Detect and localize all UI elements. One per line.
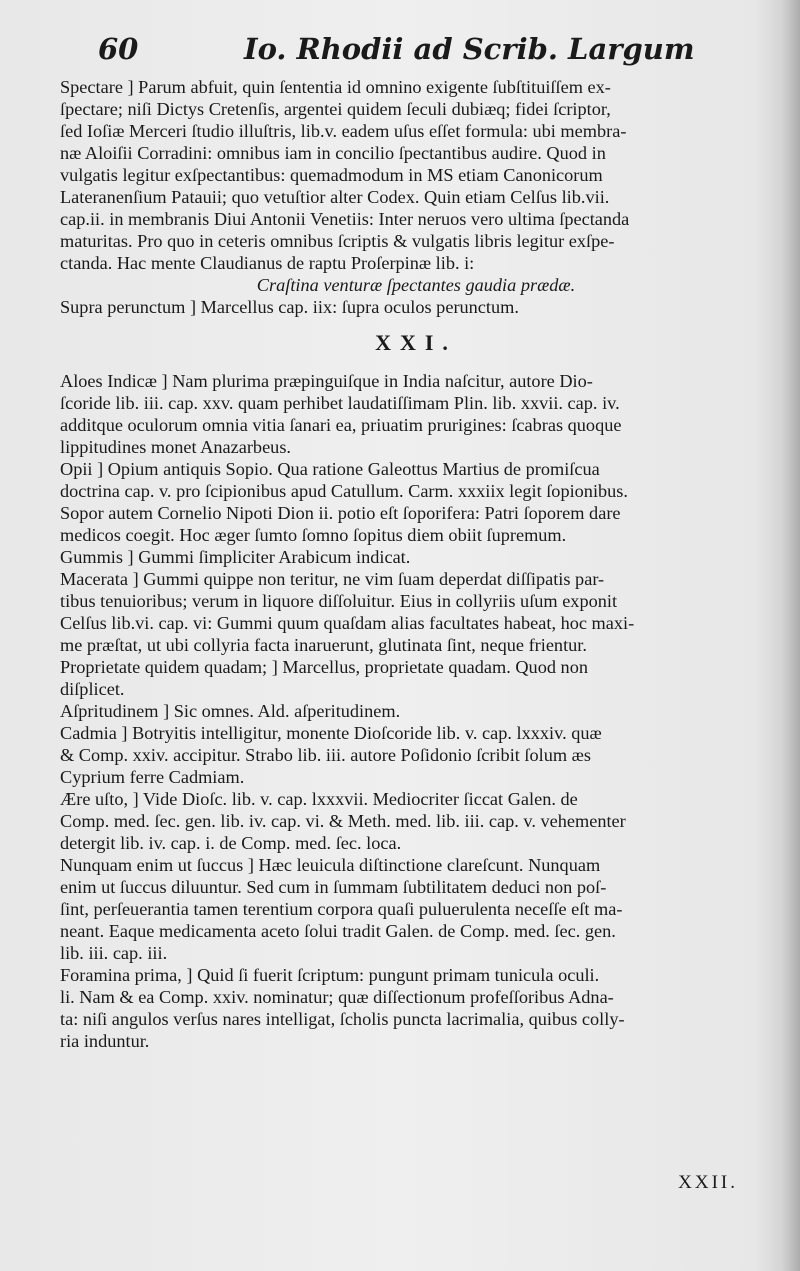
text-line: ſint, perſeuerantia tamen terentium corpora quaſi puluerulenta neceſſe eſt ma-	[60, 899, 623, 919]
text-line: næ Aloiſii Corradini: omnibus iam in concilio ſpectantibus audire. Quod in	[60, 143, 606, 163]
verse-quotation: Craſtina venturæ ſpectantes gaudia prædæ.	[256, 275, 576, 295]
section-body	[60, 370, 772, 1052]
page-body	[60, 76, 772, 1052]
paragraph-spectare	[60, 76, 772, 274]
text-line: additque oculorum omnia vitia ſanari ea, priuatim prurigines: ſcabras quoque	[60, 415, 622, 435]
text-line: Cyprium ferre Cadmiam.	[60, 767, 245, 787]
text-line: vulgatis legitur exſpectantibus: quemadmodum in MS etiam Canonicorum	[60, 165, 603, 185]
text-line: ria induntur.	[60, 1031, 150, 1051]
text-line: Ære uſto, ] Vide Dioſc. lib. v. cap. lxxxvii. Mediocriter ſiccat Galen. de	[60, 789, 578, 809]
text-line: neant. Eaque medicamenta aceto ſolui tradit Galen. de Comp. med. ſec. gen.	[60, 921, 616, 941]
page-header	[98, 32, 698, 72]
text-line: enim ut ſuccus diluuntur. Sed cum in ſummam ſubtilitatem deduci non poſ-	[60, 877, 607, 897]
text-line: ſpectare; niſi Dictys Cretenſis, argentei quidem ſeculi dubiæq; fidei ſcriptor,	[60, 99, 611, 119]
text-line: lippitudines monet Anazarbeus.	[60, 437, 292, 457]
text-line: detergit lib. iv. cap. i. de Comp. med. ſec. loca.	[60, 833, 402, 853]
text-line: Foramina prima, ] Quid ſi fuerit ſcriptum: pungunt primam tunicula oculi.	[60, 965, 600, 985]
text-line: Sopor autem Cornelio Nipoti Dion ii. potio eſt ſoporifera: Patri ſoporem dare	[60, 503, 621, 523]
text-line: Supra perunctum ] Marcellus cap. iix: ſupra oculos perunctum.	[60, 297, 519, 317]
text-line: Nunquam enim ut ſuccus ] Hæc leuicula diſtinctione clareſcunt. Nunquam	[60, 855, 601, 875]
text-line: Comp. med. ſec. gen. lib. iv. cap. vi. & Meth. med. lib. iii. cap. v. vehementer	[60, 811, 626, 831]
text-line: doctrina cap. v. pro ſcipionibus apud Catullum. Carm. xxxiix legit ſopionibus.	[60, 481, 628, 501]
text-line: Macerata ] Gummi quippe non teritur, ne vim ſuam deperdat diſſipatis par-	[60, 569, 605, 589]
catchword: XXII.	[678, 1172, 738, 1193]
text-line: maturitas. Pro quo in ceteris omnibus ſcriptis & vulgatis libris legitur exſpe-	[60, 231, 615, 251]
text-line: Gummis ] Gummi ſimpliciter Arabicum indicat.	[60, 547, 411, 567]
text-line: ta: niſi angulos verſus nares intelligat, ſcholis puncta lacrimalia, quibus colly-	[60, 1009, 625, 1029]
text-line: diſplicet.	[60, 679, 125, 699]
running-title: Io. Rhodii ad Scrib. Largum	[244, 32, 695, 66]
text-line: tibus tenuioribus; verum in liquore diſſoluitur. Eius in collyriis uſum exponit	[60, 591, 618, 611]
page-number: 60	[98, 32, 139, 66]
text-line: ctanda. Hac mente Claudianus de raptu Proſerpinæ lib. i:	[60, 253, 475, 273]
text-line: Aſpritudinem ] Sic omnes. Ald. aſperitudinem.	[60, 701, 401, 721]
text-line: cap.ii. in membranis Diui Antonii Venetiis: Inter neruos vero ultima ſpectanda	[60, 209, 630, 229]
text-line: Celſus lib.vi. cap. vi: Gummi quum quaſdam alias facultates habeat, hoc maxi-	[60, 613, 635, 633]
text-line: Proprietate quidem quadam; ] Marcellus, proprietate quadam. Quod non	[60, 657, 588, 677]
text-line: Aloes Indicæ ] Nam plurima præpinguiſque in India naſcitur, autore Dio-	[60, 371, 593, 391]
section-heading: XXI.	[375, 330, 457, 355]
text-line: Spectare ] Parum abfuit, quin ſententia id omnino exigente ſubſtituiſſem ex-	[60, 77, 611, 97]
text-line: Opii ] Opium antiquis Sopio. Qua ratione Galeottus Martius de promiſcua	[60, 459, 600, 479]
text-line: & Comp. xxiv. accipitur. Strabo lib. iii. autore Poſidonio ſcribit ſolum æs	[60, 745, 591, 765]
text-line: Lateranenſium Patauii; quo vetuſtior alter Codex. Quin etiam Celſus lib.vii.	[60, 187, 610, 207]
text-line: me præſtat, ut ubi collyria facta inaruerunt, glutinata ſint, neque frientur.	[60, 635, 587, 655]
text-line: li. Nam & ea Comp. xxiv. nominatur; quæ diſſectionum profeſſoribus Adna-	[60, 987, 614, 1007]
text-line: Cadmia ] Botryitis intelligitur, monente Dioſcoride lib. v. cap. lxxxiv. quæ	[60, 723, 602, 743]
text-line: ſed Ioſiæ Merceri ſtudio illuſtris, lib.v. eadem uſus eſſet formula: ubi membra-	[60, 121, 627, 141]
text-line: medicos coegit. Hoc æger ſumto ſomno ſopitus diem obiit ſupremum.	[60, 525, 567, 545]
text-line: lib. iii. cap. iii.	[60, 943, 168, 963]
text-line: ſcoride lib. iii. cap. xxv. quam perhibet laudatiſſimam Plin. lib. xxvii. cap. iv.	[60, 393, 620, 413]
